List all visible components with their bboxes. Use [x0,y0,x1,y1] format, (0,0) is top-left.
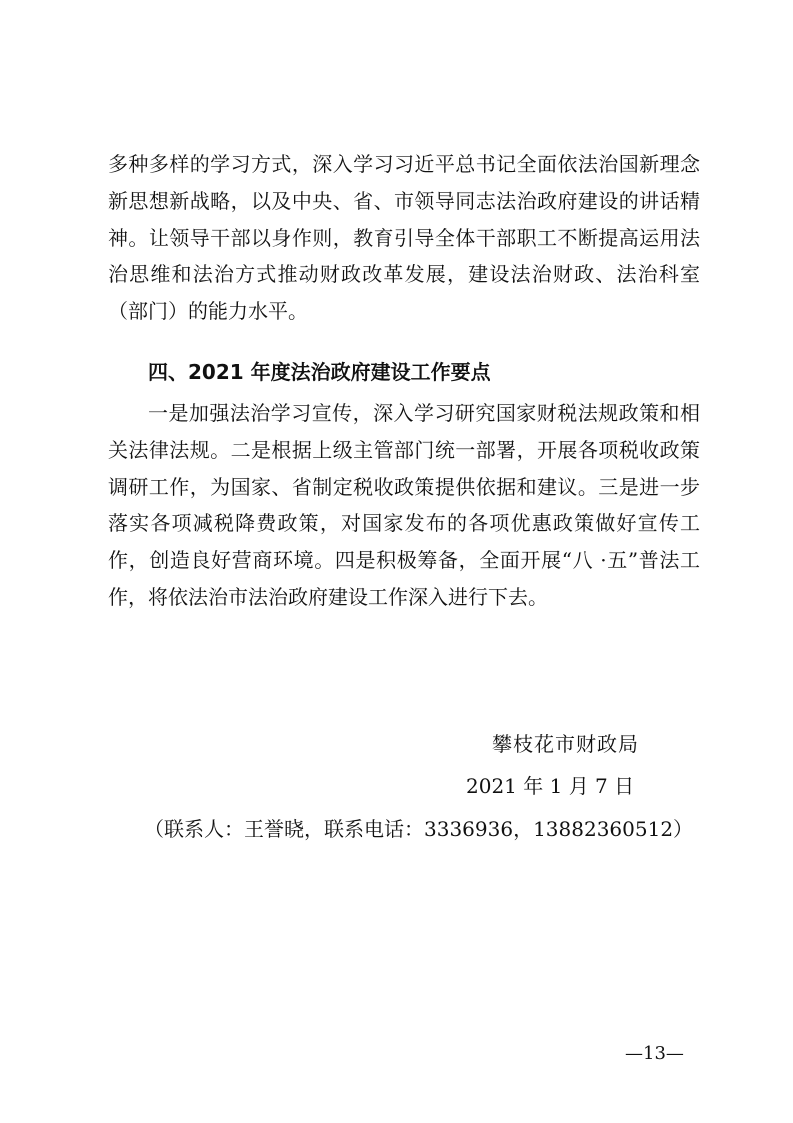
contact-info: （联系人：王誉晓，联系电话：3336936，13882360512） [144,817,694,841]
section-heading: 四、2021 年度法治政府建设工作要点 [148,360,491,384]
signing-date: 2021 年 1 月 7 日 [466,774,635,798]
signing-organization: 攀枝花市财政局 [492,732,639,756]
page-number: —13— [625,1043,684,1064]
body-paragraph: 一是加强法治学习宣传，深入学习研究国家财税法规政策和相关法律法规。二是根据上级主管部门统一部署，开展各项税收政策调研工作，为国家、省制定税收政策提供依据和建议。三是进一步落实各项减税降费政策，对国家发布的各项优惠政策做好宣传工作，创造良好营商环境。四是积极筹备，全面开展“八 ·五”普法工作，将依法治市法治政府建设工作深入进行下去。 [108,401,700,609]
body-paragraph: 多种多样的学习方式，深入学习习近平总书记全面依法治国新理念新思想新战略，以及中央、省、市领导同志法治政府建设的讲话精神。让领导干部以身作则，教育引导全体干部职工不断提高运用法治思维和法治方式推动财政改革发展，建设法治财政、法治科室（部门）的能力水平。 [108,152,700,324]
